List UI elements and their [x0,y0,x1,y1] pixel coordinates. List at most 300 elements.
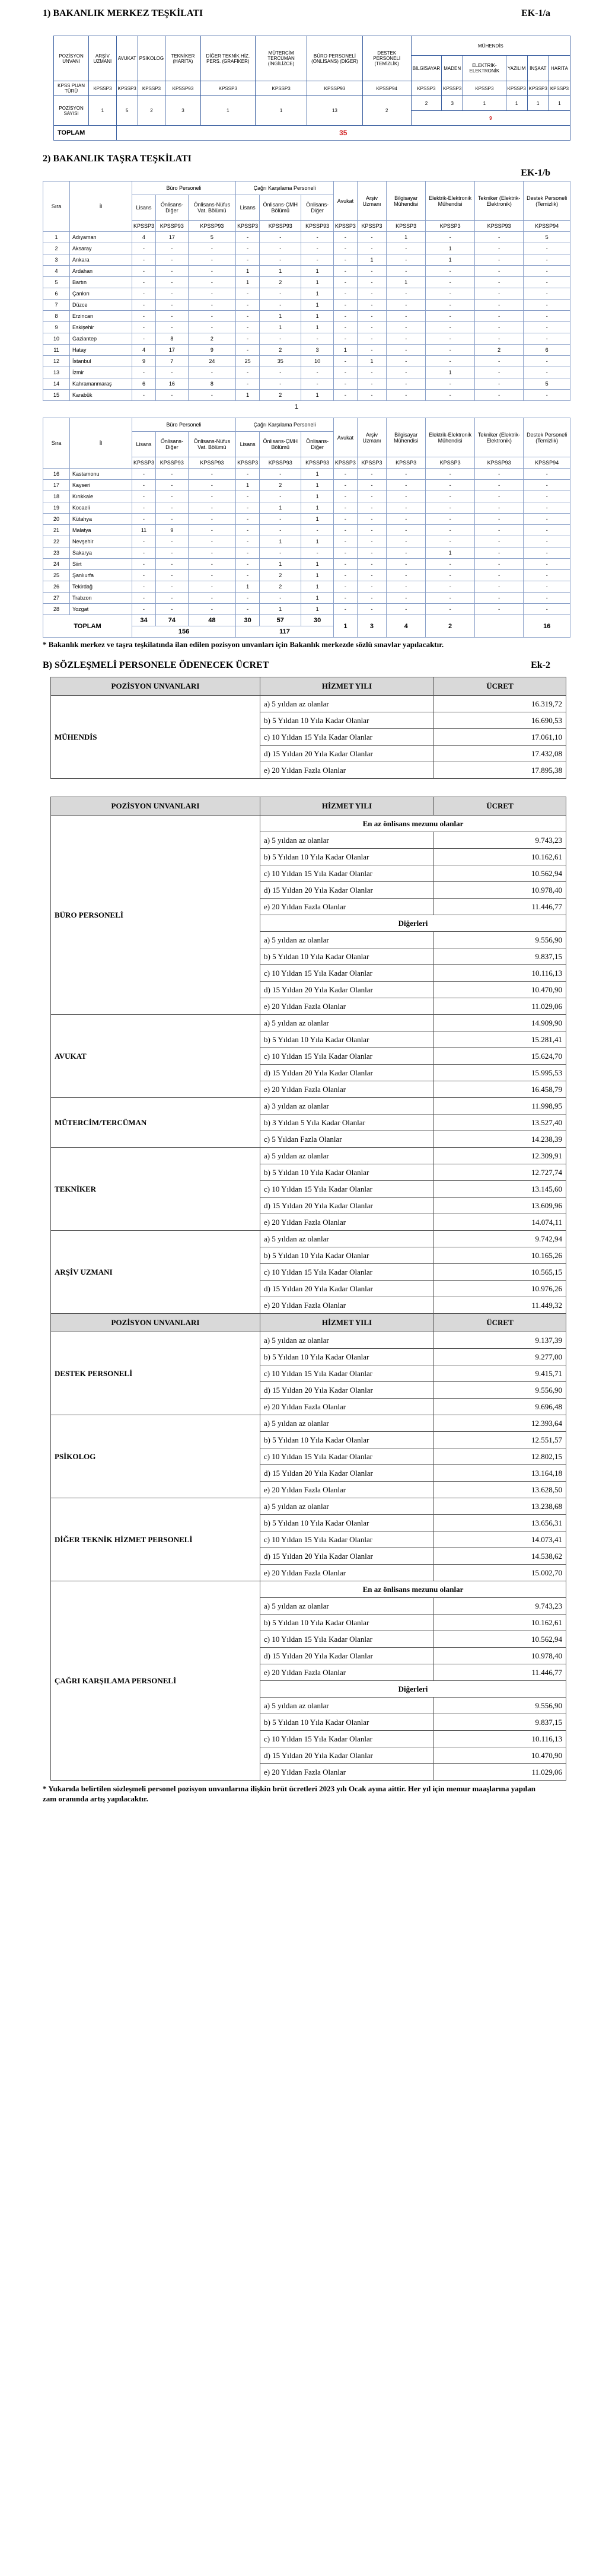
wage-hizmet-cell: c) 10 Yıldan 15 Yıla Kadar Olanlar [260,1048,434,1065]
row-value: 5 [188,232,235,243]
wage-hizmet-cell: e) 20 Yıldan Fazla Olanlar [260,1214,434,1231]
row-value: - [357,345,386,356]
row-value: - [474,491,524,502]
row-value: - [333,525,357,536]
row-value: - [387,547,426,559]
row-value: - [426,311,475,322]
row-value: - [132,536,156,547]
row-value: - [474,311,524,322]
t1-header-14: HARİTA [549,56,570,81]
row-value: - [474,514,524,525]
row-value: - [188,536,235,547]
row-value: 1 [301,277,334,288]
row-value: - [132,322,156,333]
t3-ucret-cell: 16.690,53 [434,712,566,729]
row-province: Düzce [70,300,132,311]
row-value: - [387,378,426,390]
section3-header [0,660,593,671]
t3-hizmet-cell: d) 15 Yıldan 20 Yıla Kadar Olanlar [260,746,434,762]
row-province: Malatya [70,525,132,536]
row-value: - [188,491,235,502]
t1-header-1: ARŞİV UZMANI [89,36,116,81]
row-value: 4 [132,345,156,356]
row-value: 1 [236,390,260,401]
row-value: - [357,491,386,502]
t3-h-hizmet: HİZMET YILI [260,677,434,696]
table-row [51,1498,566,1515]
wage-h-pos: POZİSYON UNVANLARI [51,797,260,816]
t3-pos-muhendis: MÜHENDİS [51,696,260,779]
t2b-h-sub: Önlisans-Nüfus Vat. Bölümü [188,432,235,457]
wage-ucret-cell: 11.029,06 [434,998,566,1015]
row-value: - [236,593,260,604]
row-value: - [474,525,524,536]
row-value: - [387,322,426,333]
wage-position: AVUKAT [51,1015,260,1098]
row-value: - [132,277,156,288]
row-value: - [474,254,524,266]
row-value: - [524,547,570,559]
row-value: - [188,322,235,333]
t2-kpss-cell: KPSSP3 [132,457,156,469]
row-value: - [426,491,475,502]
t2-total-row [43,615,570,626]
row-value: - [132,254,156,266]
row-value: - [474,390,524,401]
row-province: Sakarya [70,547,132,559]
row-value: - [301,232,334,243]
table-row [43,345,570,356]
row-value: 1 [260,604,301,615]
row-value: - [132,300,156,311]
row-value: - [426,232,475,243]
row-value: - [333,243,357,254]
row-value: - [156,300,189,311]
row-value: - [524,491,570,502]
t1-count-cell: 5 [116,96,138,126]
row-value: - [301,367,334,378]
row-value: - [426,604,475,615]
t1-count-cell: 1 [200,96,255,126]
row-value: - [236,547,260,559]
row-number: 21 [43,525,70,536]
tasra-table-part2 [43,418,570,638]
wage-hizmet-cell: c) 10 Yıldan 15 Yıla Kadar Olanlar [260,1181,434,1198]
wage-ucret-cell: 10.562,94 [434,1631,566,1648]
row-value: - [188,593,235,604]
row-value: 1 [301,322,334,333]
row-value: - [188,243,235,254]
row-value: - [132,311,156,322]
row-value: - [357,333,386,345]
t2b-h-cagri: Çağrı Karşılama Personeli [236,418,334,432]
row-value: - [357,311,386,322]
row-province: Erzincan [70,311,132,322]
row-value: - [132,266,156,277]
table-row [51,1415,566,1432]
t2-kpss-cell: KPSSP3 [333,221,357,232]
row-value: - [524,300,570,311]
wage-hizmet-cell: b) 5 Yıldan 10 Yıla Kadar Olanlar [260,1432,434,1448]
row-value: - [426,390,475,401]
row-value: - [474,356,524,367]
wage-position: TEKNİKER [51,1148,260,1231]
t1-count-cell: 1 [549,96,570,111]
row-value: 24 [188,356,235,367]
wage-hizmet-cell: c) 10 Yıldan 15 Yıla Kadar Olanlar [260,1448,434,1465]
wage-ucret-cell: 9.137,39 [434,1332,566,1349]
row-value: - [236,367,260,378]
row-value: - [357,514,386,525]
wage-hizmet-cell: d) 15 Yıldan 20 Yıla Kadar Olanlar [260,1465,434,1482]
t2-kpss-cell: KPSSP93 [260,221,301,232]
row-value: - [524,581,570,593]
wage-ucret-cell: 9.277,00 [434,1349,566,1365]
section2-title: 2) BAKANLIK TAŞRA TEŞKİLATI [43,154,192,164]
row-value: - [524,243,570,254]
row-value: - [260,243,301,254]
table-row [43,480,570,491]
wage-ucret-cell: 16.458,79 [434,1081,566,1098]
row-province: Kırıkkale [70,491,132,502]
row-value: - [333,254,357,266]
row-value: 1 [301,570,334,581]
wage-position: MÜTERCİM/TERCÜMAN [51,1098,260,1148]
row-value: - [357,604,386,615]
row-value: - [260,254,301,266]
row-value: 1 [301,469,334,480]
row-value: - [426,525,475,536]
row-province: Hatay [70,345,132,356]
row-number: 14 [43,378,70,390]
wage-ucret-cell: 10.978,40 [434,1648,566,1664]
row-value: - [188,514,235,525]
t1-count-cell: 1 [255,96,307,126]
row-province: Eskişehir [70,322,132,333]
row-province: Kastamonu [70,469,132,480]
t2-cagri-total: 117 [236,626,334,638]
wage-ucret-cell: 9.556,90 [434,1698,566,1714]
t2-h-sub: Önlisans-Diğer [156,195,189,221]
wage-hizmet-cell: b) 3 Yıldan 5 Yıla Kadar Olanlar [260,1115,434,1131]
t1-kpss-cell: KPSSP3 [527,81,549,96]
row-province: İstanbul [70,356,132,367]
table-row [43,514,570,525]
row-value: - [156,593,189,604]
wage-hizmet-cell: d) 15 Yıldan 20 Yıla Kadar Olanlar [260,1281,434,1297]
t1-kpss-cell: KPSSP3 [442,81,463,96]
row-value: 16 [156,378,189,390]
t2b-h-sub: Önlisans-Diğer [156,432,189,457]
t1-total-row [54,126,570,141]
row-value: 5 [524,232,570,243]
row-value: - [132,581,156,593]
row-value: - [357,559,386,570]
section2-code: EK-1/b [521,168,550,178]
row-value: - [260,491,301,502]
row-value: - [188,390,235,401]
row-value: - [260,514,301,525]
row-value: - [188,469,235,480]
row-value: - [132,333,156,345]
row-value: - [236,311,260,322]
wage-hizmet-cell: d) 15 Yıldan 20 Yıla Kadar Olanlar [260,1382,434,1399]
wage-ucret-cell: 10.562,94 [434,865,566,882]
row-value: - [387,300,426,311]
t2-kpss-cell: KPSSP3 [357,457,386,469]
row-value: - [426,266,475,277]
row-number: 15 [43,390,70,401]
t2-kpss-cell: KPSSP3 [357,221,386,232]
t2-kpss-cell: KPSSP93 [301,457,334,469]
t2-h-sub: Elektrik-Elektronik Mühendisi [426,182,475,221]
t1-kpss-label: KPSS PUAN TÜRÜ [54,81,89,96]
wage-h-hizmet: HİZMET YILI [260,1314,434,1332]
row-value: - [132,604,156,615]
row-value: - [188,547,235,559]
wage-ucret-cell: 9.556,90 [434,932,566,948]
row-value: - [387,469,426,480]
row-value: - [524,277,570,288]
row-value: - [260,333,301,345]
wage-position: ÇAĞRI KARŞILAMA PERSONELİ [51,1581,260,1781]
t1-kpss-cell: KPSSP3 [411,81,441,96]
row-province: Kütahya [70,514,132,525]
row-value: - [357,525,386,536]
row-value: 2 [260,480,301,491]
row-value: - [357,547,386,559]
t2-h-sira: Sıra [43,182,70,232]
tasra-table-part1 [43,181,570,401]
row-value: 1 [301,514,334,525]
row-value: 3 [301,345,334,356]
row-value: - [132,514,156,525]
row-value: 1 [260,559,301,570]
row-value: 1 [301,604,334,615]
row-value: - [357,536,386,547]
row-value: - [260,525,301,536]
wage-hizmet-cell: b) 5 Yıldan 10 Yıla Kadar Olanlar [260,1515,434,1531]
row-number: 8 [43,311,70,322]
t1-header-2: AVUKAT [116,36,138,81]
table-row [43,525,570,536]
row-value: 1 [236,277,260,288]
row-value: - [474,266,524,277]
wage-hizmet-cell: b) 5 Yıldan 10 Yıla Kadar Olanlar [260,1247,434,1264]
t2-total-cell: 4 [387,615,426,638]
wage-ucret-cell: 15.281,41 [434,1031,566,1048]
section3-code: Ek-2 [531,660,550,671]
t2-kpss-cell: KPSSP3 [387,457,426,469]
row-value: - [474,593,524,604]
row-value: 1 [260,322,301,333]
t2b-h-buro: Büro Personeli [132,418,236,432]
row-value: 8 [156,333,189,345]
row-value: - [357,266,386,277]
row-value: 1 [301,266,334,277]
row-number: 24 [43,559,70,570]
row-province: Ankara [70,254,132,266]
row-value: - [333,356,357,367]
row-value: - [236,288,260,300]
t2-kpss-cell: KPSSP93 [156,457,189,469]
row-value: - [156,390,189,401]
t3-ucret-cell: 17.061,10 [434,729,566,746]
row-value: - [474,277,524,288]
wage-ucret-cell: 10.116,13 [434,1731,566,1747]
row-number: 13 [43,367,70,378]
row-number: 23 [43,547,70,559]
row-province: Siirt [70,559,132,570]
row-province: Yozgat [70,604,132,615]
row-value: - [333,232,357,243]
row-value: - [357,593,386,604]
row-value: - [333,604,357,615]
t2-h-sub: Lisans [132,195,156,221]
row-province: Kahramanmaraş [70,378,132,390]
wage-hizmet-cell: e) 20 Yıldan Fazla Olanlar [260,1081,434,1098]
wage-ucret-cell: 14.238,39 [434,1131,566,1148]
t1-count-cell: 2 [411,96,441,111]
t2b-h-il: İl [70,418,132,469]
wage-hizmet-cell: e) 20 Yıldan Fazla Olanlar [260,1297,434,1314]
row-number: 4 [43,266,70,277]
row-value: - [333,390,357,401]
wage-hizmet-cell: a) 5 yıldan az olanlar [260,1598,434,1615]
t2b-h-sub: Tekniker (Elektrik-Elektronik) [474,418,524,457]
row-value: - [301,547,334,559]
wage-hizmet-cell: d) 15 Yıldan 20 Yıla Kadar Olanlar [260,1548,434,1565]
row-value: - [524,525,570,536]
row-value: - [333,559,357,570]
row-value: - [387,502,426,514]
row-value: - [188,480,235,491]
row-value: 1 [260,502,301,514]
table-row [43,378,570,390]
row-value: 1 [301,288,334,300]
t2-h-il: İl [70,182,132,232]
wage-ucret-cell: 13.609,96 [434,1198,566,1214]
row-value: - [387,536,426,547]
row-value: - [236,536,260,547]
row-number: 1 [43,232,70,243]
wage-hizmet-cell: c) 10 Yıldan 15 Yıla Kadar Olanlar [260,965,434,982]
row-value: - [156,536,189,547]
table-row [43,333,570,345]
row-value: - [236,345,260,356]
row-value: - [236,570,260,581]
row-value: - [236,243,260,254]
table-row [43,232,570,243]
t2-kpss-cell: KPSSP93 [474,457,524,469]
wage-subheader: En az önlisans mezunu olanlar [260,816,566,832]
wage-hizmet-cell: e) 20 Yıldan Fazla Olanlar [260,1565,434,1581]
t2-kpss-cell: KPSSP93 [156,221,189,232]
t1-total-value: 35 [116,126,570,141]
t2-kpss-cell: KPSSP3 [132,221,156,232]
row-province: İzmir [70,367,132,378]
wage-subheader-row [51,816,566,832]
wage-ucret-cell: 11.998,95 [434,1098,566,1115]
t1-header-8: DESTEK PERSONELİ (TEMİZLİK) [362,36,411,81]
t1-count-cell: 1 [527,96,549,111]
row-value: - [156,514,189,525]
wage-ucret-cell: 10.162,61 [434,849,566,865]
row-value: - [333,277,357,288]
row-value: - [524,288,570,300]
row-number: 11 [43,345,70,356]
wage-hizmet-cell: d) 15 Yıldan 20 Yıla Kadar Olanlar [260,882,434,899]
t1-kpss-cell: KPSSP3 [506,81,527,96]
row-value: - [132,390,156,401]
t1-count-label: POZİSYON SAYISI [54,96,89,126]
wage-hizmet-cell: c) 10 Yıldan 15 Yıla Kadar Olanlar [260,865,434,882]
row-value: - [474,570,524,581]
row-value: - [524,570,570,581]
wage-hizmet-cell: d) 15 Yıldan 20 Yıla Kadar Olanlar [260,1065,434,1081]
row-value: 11 [132,525,156,536]
t2b-h-sub: Arşiv Uzmanı [357,418,386,457]
row-value: 2 [260,570,301,581]
t1-count-cell: 1 [89,96,116,126]
section3-title: B) SÖZLEŞMELİ PERSONELE ÖDENECEK ÜCRET [43,660,269,671]
row-value: - [333,514,357,525]
row-value: 9 [132,356,156,367]
t1-muhendis-total: 9 [411,111,570,126]
t2b-h-sub: Önlisans-Diğer [301,432,334,457]
t1-kpss-cell: KPSSP3 [138,81,165,96]
row-value: 1 [301,536,334,547]
wage-ucret-cell: 14.909,90 [434,1015,566,1031]
row-value: - [387,525,426,536]
t2-total-cell: 2 [426,615,475,638]
t2-total-cell: 34 [132,615,156,626]
row-value: - [260,378,301,390]
row-value: - [188,559,235,570]
t3-hizmet-cell: a) 5 yıldan az olanlar [260,696,434,712]
row-value: - [188,300,235,311]
row-value: - [156,243,189,254]
t1-header-11: ELEKTRİK-ELEKTRONİK [463,56,506,81]
table-row [51,1231,566,1247]
row-value: - [333,378,357,390]
row-value: - [333,300,357,311]
row-value: - [524,559,570,570]
row-value: - [387,604,426,615]
table-row [43,502,570,514]
row-value: - [426,333,475,345]
t1-kpss-row [54,81,570,96]
t1-header-muhendis: MÜHENDİS [411,36,570,56]
row-number: 20 [43,514,70,525]
wage-h-hizmet: HİZMET YILI [260,797,434,816]
row-value: - [188,367,235,378]
row-value: 9 [156,525,189,536]
row-number: 16 [43,469,70,480]
row-number: 28 [43,604,70,615]
wage-ucret-cell: 9.743,23 [434,1598,566,1615]
table-row [43,367,570,378]
row-value: - [132,559,156,570]
t2-h-sub: Arşiv Uzmanı [357,182,386,221]
t3-hizmet-cell: b) 5 Yıldan 10 Yıla Kadar Olanlar [260,712,434,729]
row-value: - [236,300,260,311]
row-value: - [156,277,189,288]
row-value: - [188,254,235,266]
row-value: - [156,491,189,502]
muhendis-wage-table [50,677,566,779]
merkez-table [53,36,570,141]
